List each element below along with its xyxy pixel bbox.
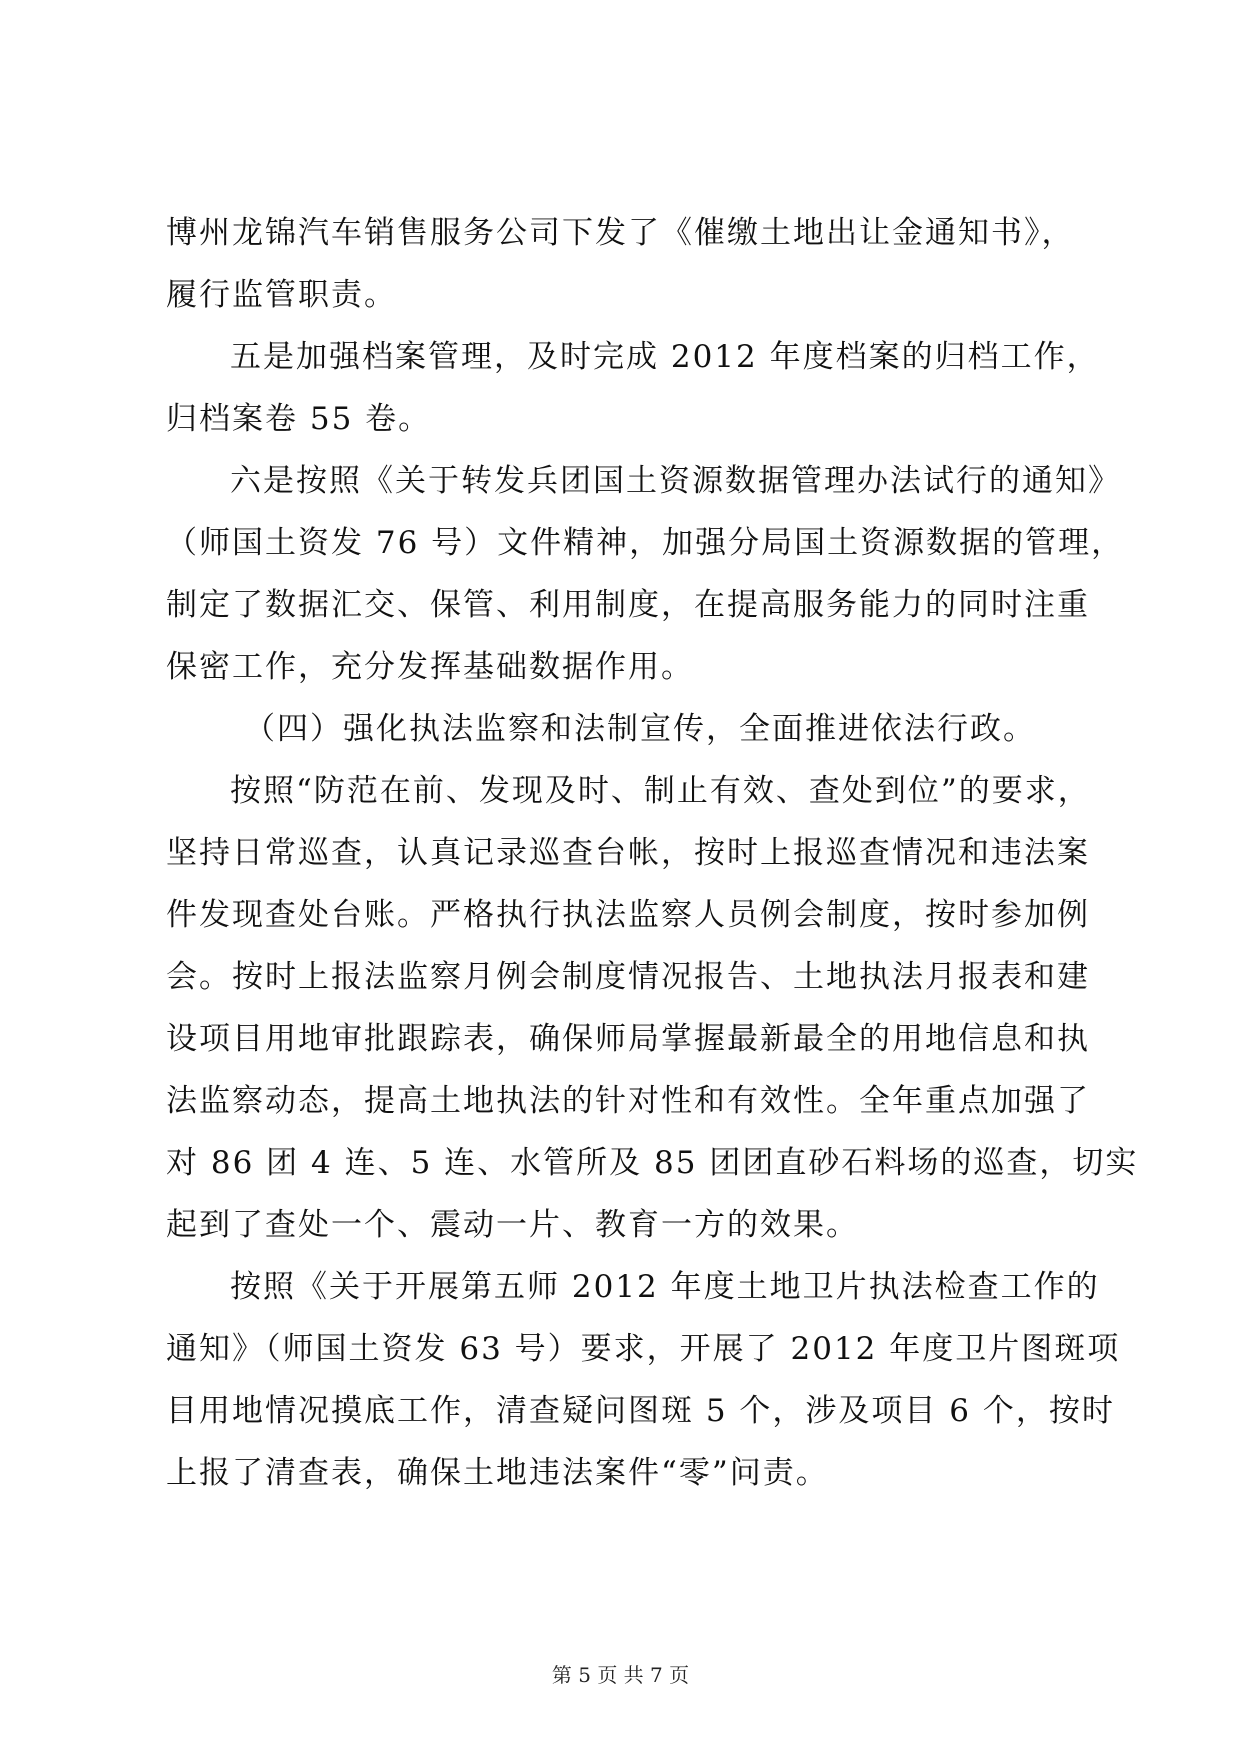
body-line: 法监察动态，提高土地执法的针对性和有效性。全年重点加强了 bbox=[166, 1083, 1090, 1119]
body-line: 制定了数据汇交、保管、利用制度，在提高服务能力的同时注重 bbox=[166, 587, 1090, 623]
body-line: 博州龙锦汽车销售服务公司下发了《催缴土地出让金通知书》， bbox=[166, 215, 1075, 251]
body-line: 坚持日常巡查，认真记录巡查台帐，按时上报巡查情况和违法案 bbox=[166, 835, 1090, 871]
body-line: 目用地情况摸底工作，清查疑问图斑 5 个，涉及项目 6 个，按时 bbox=[166, 1393, 1115, 1429]
body-line: 上报了清查表，确保土地违法案件“零”问责。 bbox=[166, 1455, 829, 1491]
body-line: 通知》（师国土资发 63 号）要求，开展了 2012 年度卫片图斑项 bbox=[166, 1331, 1121, 1367]
body-line: 件发现查处台账。严格执行执法监察人员例会制度，按时参加例 bbox=[166, 897, 1090, 933]
body-line: 对 86 团 4 连、5 连、水管所及 85 团团直砂石料场的巡查，切实 bbox=[166, 1145, 1139, 1181]
page-footer: 第 5 页 共 7 页 bbox=[551, 1663, 690, 1687]
paragraph-first-line: 按照“防范在前、发现及时、制止有效、查处到位”的要求， bbox=[230, 773, 1091, 809]
body-line: （师国土资发 76 号）文件精神，加强分局国土资源数据的管理， bbox=[166, 525, 1125, 561]
body-line: 设项目用地审批跟踪表，确保师局掌握最新最全的用地信息和执 bbox=[166, 1021, 1090, 1057]
paragraph-first-line: 按照《关于开展第五师 2012 年度土地卫片执法检查工作的 bbox=[230, 1269, 1100, 1305]
paragraph-first-line: 五是加强档案管理，及时完成 2012 年度档案的归档工作， bbox=[230, 339, 1100, 375]
body-line: 起到了查处一个、震动一片、教育一方的效果。 bbox=[166, 1207, 859, 1243]
body-line: 会。按时上报法监察月例会制度情况报告、土地执法月报表和建 bbox=[166, 959, 1090, 995]
section-heading: （四）强化执法监察和法制宣传，全面推进依法行政。 bbox=[244, 711, 1036, 747]
body-line: 归档案卷 55 卷。 bbox=[166, 401, 432, 437]
body-line: 履行监管职责。 bbox=[166, 277, 397, 313]
body-line: 保密工作，充分发挥基础数据作用。 bbox=[166, 649, 694, 685]
document-body bbox=[166, 202, 1139, 1504]
paragraph-first-line: 六是按照《关于转发兵团国土资源数据管理办法试行的通知》 bbox=[230, 463, 1121, 499]
